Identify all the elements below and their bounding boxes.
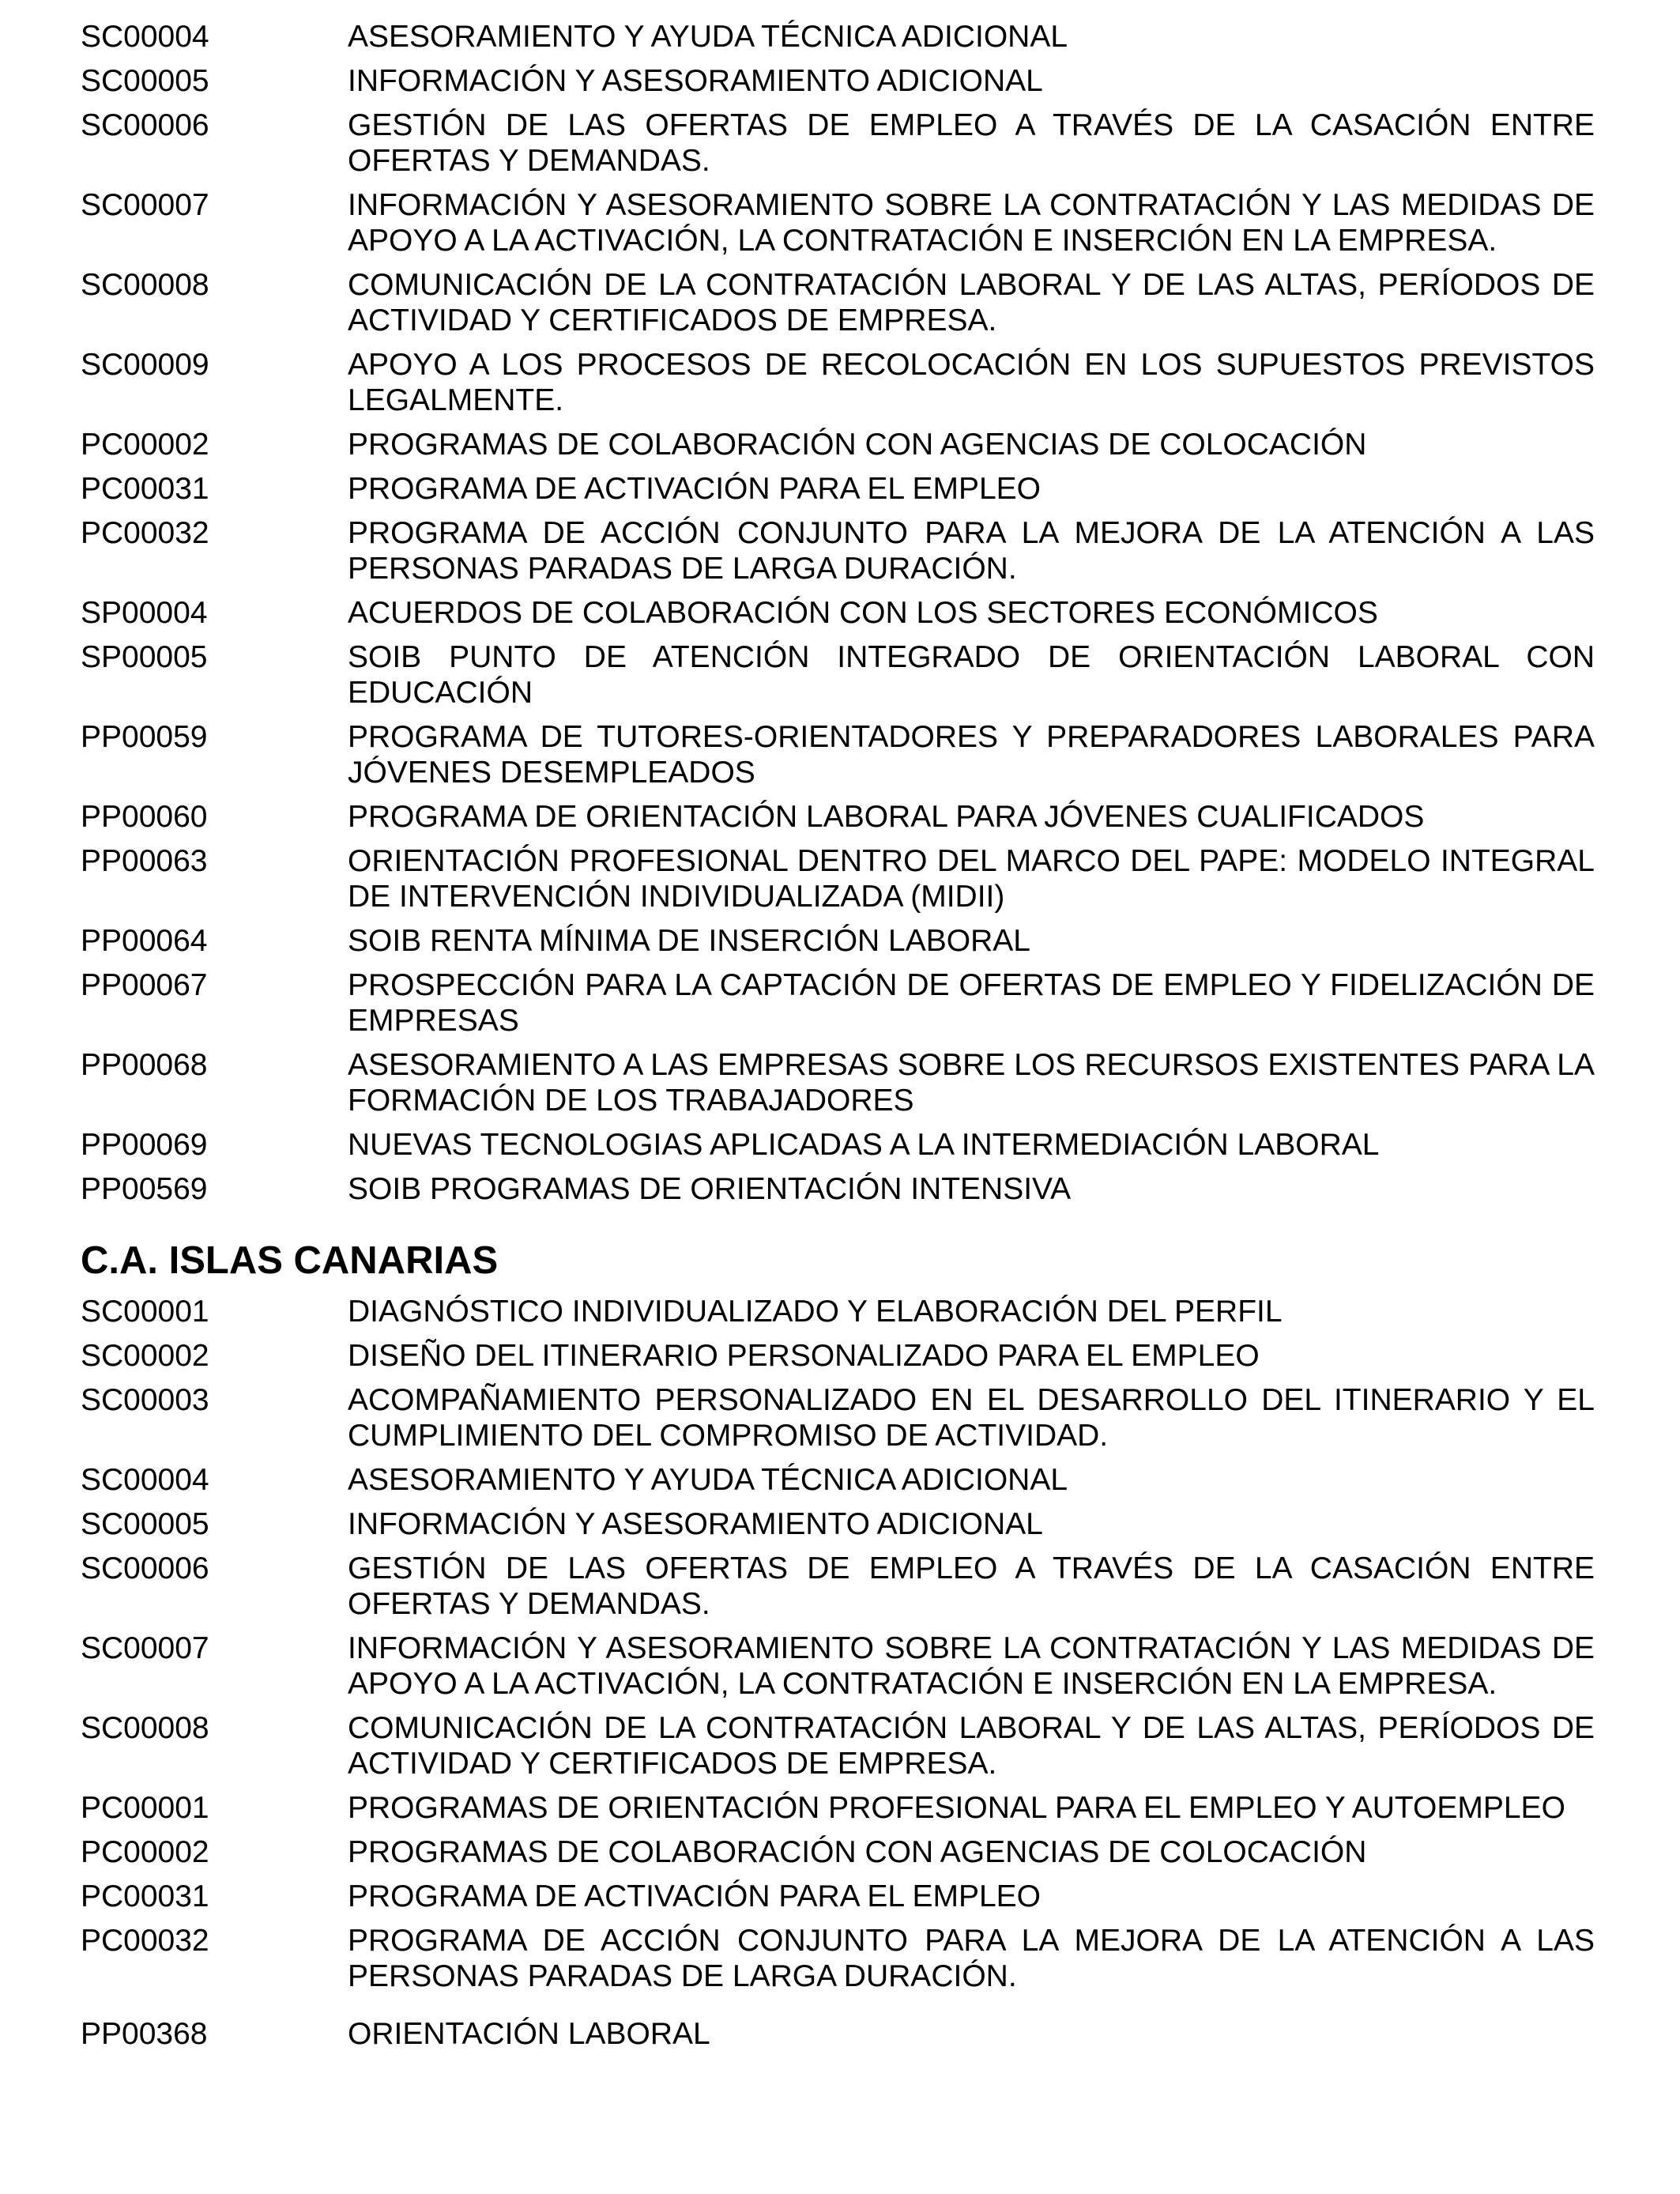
row-code: PC00002 bbox=[81, 1835, 209, 1869]
row-code: SC00003 bbox=[81, 1383, 209, 1417]
table-row bbox=[81, 1790, 1595, 1826]
row-description: COMUNICACIÓN DE LA CONTRATACIÓN LABORAL Y DE LAS ALTAS, PERÍODOS DE ACTIVIDAD Y CERTIFICADOS DE EMPRESA. bbox=[348, 1711, 1595, 1781]
table-row bbox=[81, 347, 1595, 418]
row-code: PP00368 bbox=[81, 2017, 208, 2051]
row-description: PROGRAMA DE ACTIVACIÓN PARA EL EMPLEO bbox=[348, 472, 1042, 506]
row-description: APOYO A LOS PROCESOS DE RECOLOCACIÓN EN LOS SUPUESTOS PREVISTOS LEGALMENTE. bbox=[348, 348, 1595, 417]
table-row bbox=[81, 1506, 1595, 1542]
table-row bbox=[81, 1834, 1595, 1870]
row-code: PP00060 bbox=[81, 800, 208, 834]
row-description: GESTIÓN DE LAS OFERTAS DE EMPLEO A TRAVÉS DE LA CASACIÓN ENTRE OFERTAS Y DEMANDAS. bbox=[348, 108, 1595, 178]
section-continued bbox=[81, 19, 1595, 1207]
row-description: SOIB RENTA MÍNIMA DE INSERCIÓN LABORAL bbox=[348, 924, 1030, 958]
table-row bbox=[81, 1879, 1595, 1914]
table-row bbox=[81, 967, 1595, 1039]
row-code: PC00032 bbox=[81, 516, 209, 550]
table-row bbox=[81, 515, 1595, 586]
row-description: PROSPECCIÓN PARA LA CAPTACIÓN DE OFERTAS DE EMPLEO Y FIDELIZACIÓN DE EMPRESAS bbox=[348, 968, 1595, 1038]
table-row bbox=[81, 1338, 1595, 1374]
table-row bbox=[81, 1047, 1595, 1118]
row-code: PC00001 bbox=[81, 1791, 209, 1825]
row-description: INFORMACIÓN Y ASESORAMIENTO SOBRE LA CONTRATACIÓN Y LAS MEDIDAS DE APOYO A LA ACTIVACIÓN, LA CONTRATACIÓN E INSERCIÓN EN LA EMPRESA. bbox=[348, 1631, 1595, 1701]
table-row bbox=[81, 471, 1595, 507]
row-code: SC00008 bbox=[81, 1711, 209, 1745]
row-code: SC00005 bbox=[81, 64, 209, 98]
table-row bbox=[81, 1551, 1595, 1622]
row-description: INFORMACIÓN Y ASESORAMIENTO SOBRE LA CONTRATACIÓN Y LAS MEDIDAS DE APOYO A LA ACTIVACIÓN, LA CONTRATACIÓN E INSERCIÓN EN LA EMPRESA. bbox=[348, 188, 1595, 258]
row-code: SC00007 bbox=[81, 1631, 209, 1665]
table-row bbox=[81, 63, 1595, 99]
row-code: SC00008 bbox=[81, 268, 209, 302]
row-code: SC00007 bbox=[81, 188, 209, 222]
row-description: PROGRAMA DE ORIENTACIÓN LABORAL PARA JÓVENES CUALIFICADOS bbox=[348, 800, 1425, 834]
table-row bbox=[81, 639, 1595, 711]
table-row bbox=[81, 2016, 1595, 2052]
row-description: PROGRAMA DE TUTORES-ORIENTADORES Y PREPARADORES LABORALES PARA JÓVENES DESEMPLEADOS bbox=[348, 720, 1595, 790]
row-description: ACUERDOS DE COLABORACIÓN CON LOS SECTORES ECONÓMICOS bbox=[348, 596, 1378, 630]
row-code: SC00004 bbox=[81, 1463, 209, 1497]
row-code: PC00032 bbox=[81, 1924, 209, 1958]
table-row bbox=[81, 1630, 1595, 1702]
row-description: INFORMACIÓN Y ASESORAMIENTO ADICIONAL bbox=[348, 1507, 1043, 1541]
row-description: INFORMACIÓN Y ASESORAMIENTO ADICIONAL bbox=[348, 64, 1043, 98]
row-code: PP00063 bbox=[81, 844, 208, 878]
row-code: SC00006 bbox=[81, 108, 209, 142]
row-code: SC00004 bbox=[81, 20, 209, 54]
row-code: PC00031 bbox=[81, 1879, 209, 1913]
table-row bbox=[81, 1923, 1595, 1994]
table-row bbox=[81, 1710, 1595, 1781]
row-description: DIAGNÓSTICO INDIVIDUALIZADO Y ELABORACIÓN DEL PERFIL bbox=[348, 1295, 1283, 1329]
table-row bbox=[81, 107, 1595, 179]
table-row bbox=[81, 267, 1595, 338]
row-description: PROGRAMA DE ACTIVACIÓN PARA EL EMPLEO bbox=[348, 1879, 1042, 1913]
row-description: ORIENTACIÓN LABORAL bbox=[348, 2017, 710, 2051]
row-description: PROGRAMAS DE COLABORACIÓN CON AGENCIAS DE COLOCACIÓN bbox=[348, 428, 1367, 462]
row-code: SC00005 bbox=[81, 1507, 209, 1541]
row-code: SP00005 bbox=[81, 640, 208, 674]
row-code: SC00006 bbox=[81, 1551, 209, 1585]
table-row bbox=[81, 595, 1595, 631]
row-description: ACOMPAÑAMIENTO PERSONALIZADO EN EL DESARROLLO DEL ITINERARIO Y EL CUMPLIMIENTO DEL COMPROMISO DE ACTIVIDAD. bbox=[348, 1383, 1595, 1453]
table-row bbox=[81, 1127, 1595, 1163]
table-row bbox=[81, 843, 1595, 914]
row-description: SOIB PUNTO DE ATENCIÓN INTEGRADO DE ORIENTACIÓN LABORAL CON EDUCACIÓN bbox=[348, 640, 1595, 710]
row-description: ASESORAMIENTO Y AYUDA TÉCNICA ADICIONAL bbox=[348, 1463, 1068, 1497]
row-code: PP00059 bbox=[81, 720, 208, 754]
row-code: PP00067 bbox=[81, 968, 208, 1002]
table-row bbox=[81, 427, 1595, 462]
table-row bbox=[81, 1171, 1595, 1207]
document-page bbox=[81, 19, 1595, 2060]
row-description: SOIB PROGRAMAS DE ORIENTACIÓN INTENSIVA bbox=[348, 1172, 1072, 1206]
row-description: ASESORAMIENTO A LAS EMPRESAS SOBRE LOS RECURSOS EXISTENTES PARA LA FORMACIÓN DE LOS TRABAJADORES bbox=[348, 1048, 1595, 1118]
row-description: COMUNICACIÓN DE LA CONTRATACIÓN LABORAL Y DE LAS ALTAS, PERÍODOS DE ACTIVIDAD Y CERTIFICADOS DE EMPRESA. bbox=[348, 268, 1595, 337]
table-row bbox=[81, 1294, 1595, 1329]
table-row bbox=[81, 719, 1595, 790]
row-code: PP00064 bbox=[81, 924, 208, 958]
table-row bbox=[81, 187, 1595, 258]
row-code: PP00569 bbox=[81, 1172, 208, 1206]
row-code: PP00069 bbox=[81, 1128, 208, 1162]
row-description: DISEÑO DEL ITINERARIO PERSONALIZADO PARA EL EMPLEO bbox=[348, 1339, 1260, 1373]
row-description: PROGRAMAS DE ORIENTACIÓN PROFESIONAL PARA EL EMPLEO Y AUTOEMPLEO bbox=[348, 1791, 1565, 1825]
row-description: GESTIÓN DE LAS OFERTAS DE EMPLEO A TRAVÉS DE LA CASACIÓN ENTRE OFERTAS Y DEMANDAS. bbox=[348, 1551, 1595, 1621]
row-code: SC00002 bbox=[81, 1339, 209, 1373]
table-row bbox=[81, 923, 1595, 959]
row-code: PP00068 bbox=[81, 1048, 208, 1082]
row-description: PROGRAMA DE ACCIÓN CONJUNTO PARA LA MEJORA DE LA ATENCIÓN A LAS PERSONAS PARADAS DE LARGA DURACIÓN. bbox=[348, 516, 1595, 586]
row-description: ASESORAMIENTO Y AYUDA TÉCNICA ADICIONAL bbox=[348, 20, 1068, 54]
row-description: NUEVAS TECNOLOGIAS APLICADAS A LA INTERMEDIACIÓN LABORAL bbox=[348, 1128, 1380, 1162]
row-description: ORIENTACIÓN PROFESIONAL DENTRO DEL MARCO DEL PAPE: MODELO INTEGRAL DE INTERVENCIÓN INDIVIDUALIZADA (MIDII) bbox=[348, 844, 1595, 914]
section-heading: C.A. ISLAS CANARIAS bbox=[81, 1239, 499, 1282]
row-description: PROGRAMA DE ACCIÓN CONJUNTO PARA LA MEJORA DE LA ATENCIÓN A LAS PERSONAS PARADAS DE LARGA DURACIÓN. bbox=[348, 1924, 1595, 1993]
table-row bbox=[81, 1382, 1595, 1453]
table-row bbox=[81, 19, 1595, 55]
row-code: SP00004 bbox=[81, 596, 208, 630]
row-code: PC00031 bbox=[81, 472, 209, 506]
table-row bbox=[81, 1462, 1595, 1498]
table-row bbox=[81, 799, 1595, 835]
row-code: PC00002 bbox=[81, 428, 209, 462]
row-description: PROGRAMAS DE COLABORACIÓN CON AGENCIAS DE COLOCACIÓN bbox=[348, 1835, 1367, 1869]
row-code: SC00001 bbox=[81, 1295, 209, 1329]
row-code: SC00009 bbox=[81, 348, 209, 382]
section-islas-canarias bbox=[81, 1238, 1595, 2052]
